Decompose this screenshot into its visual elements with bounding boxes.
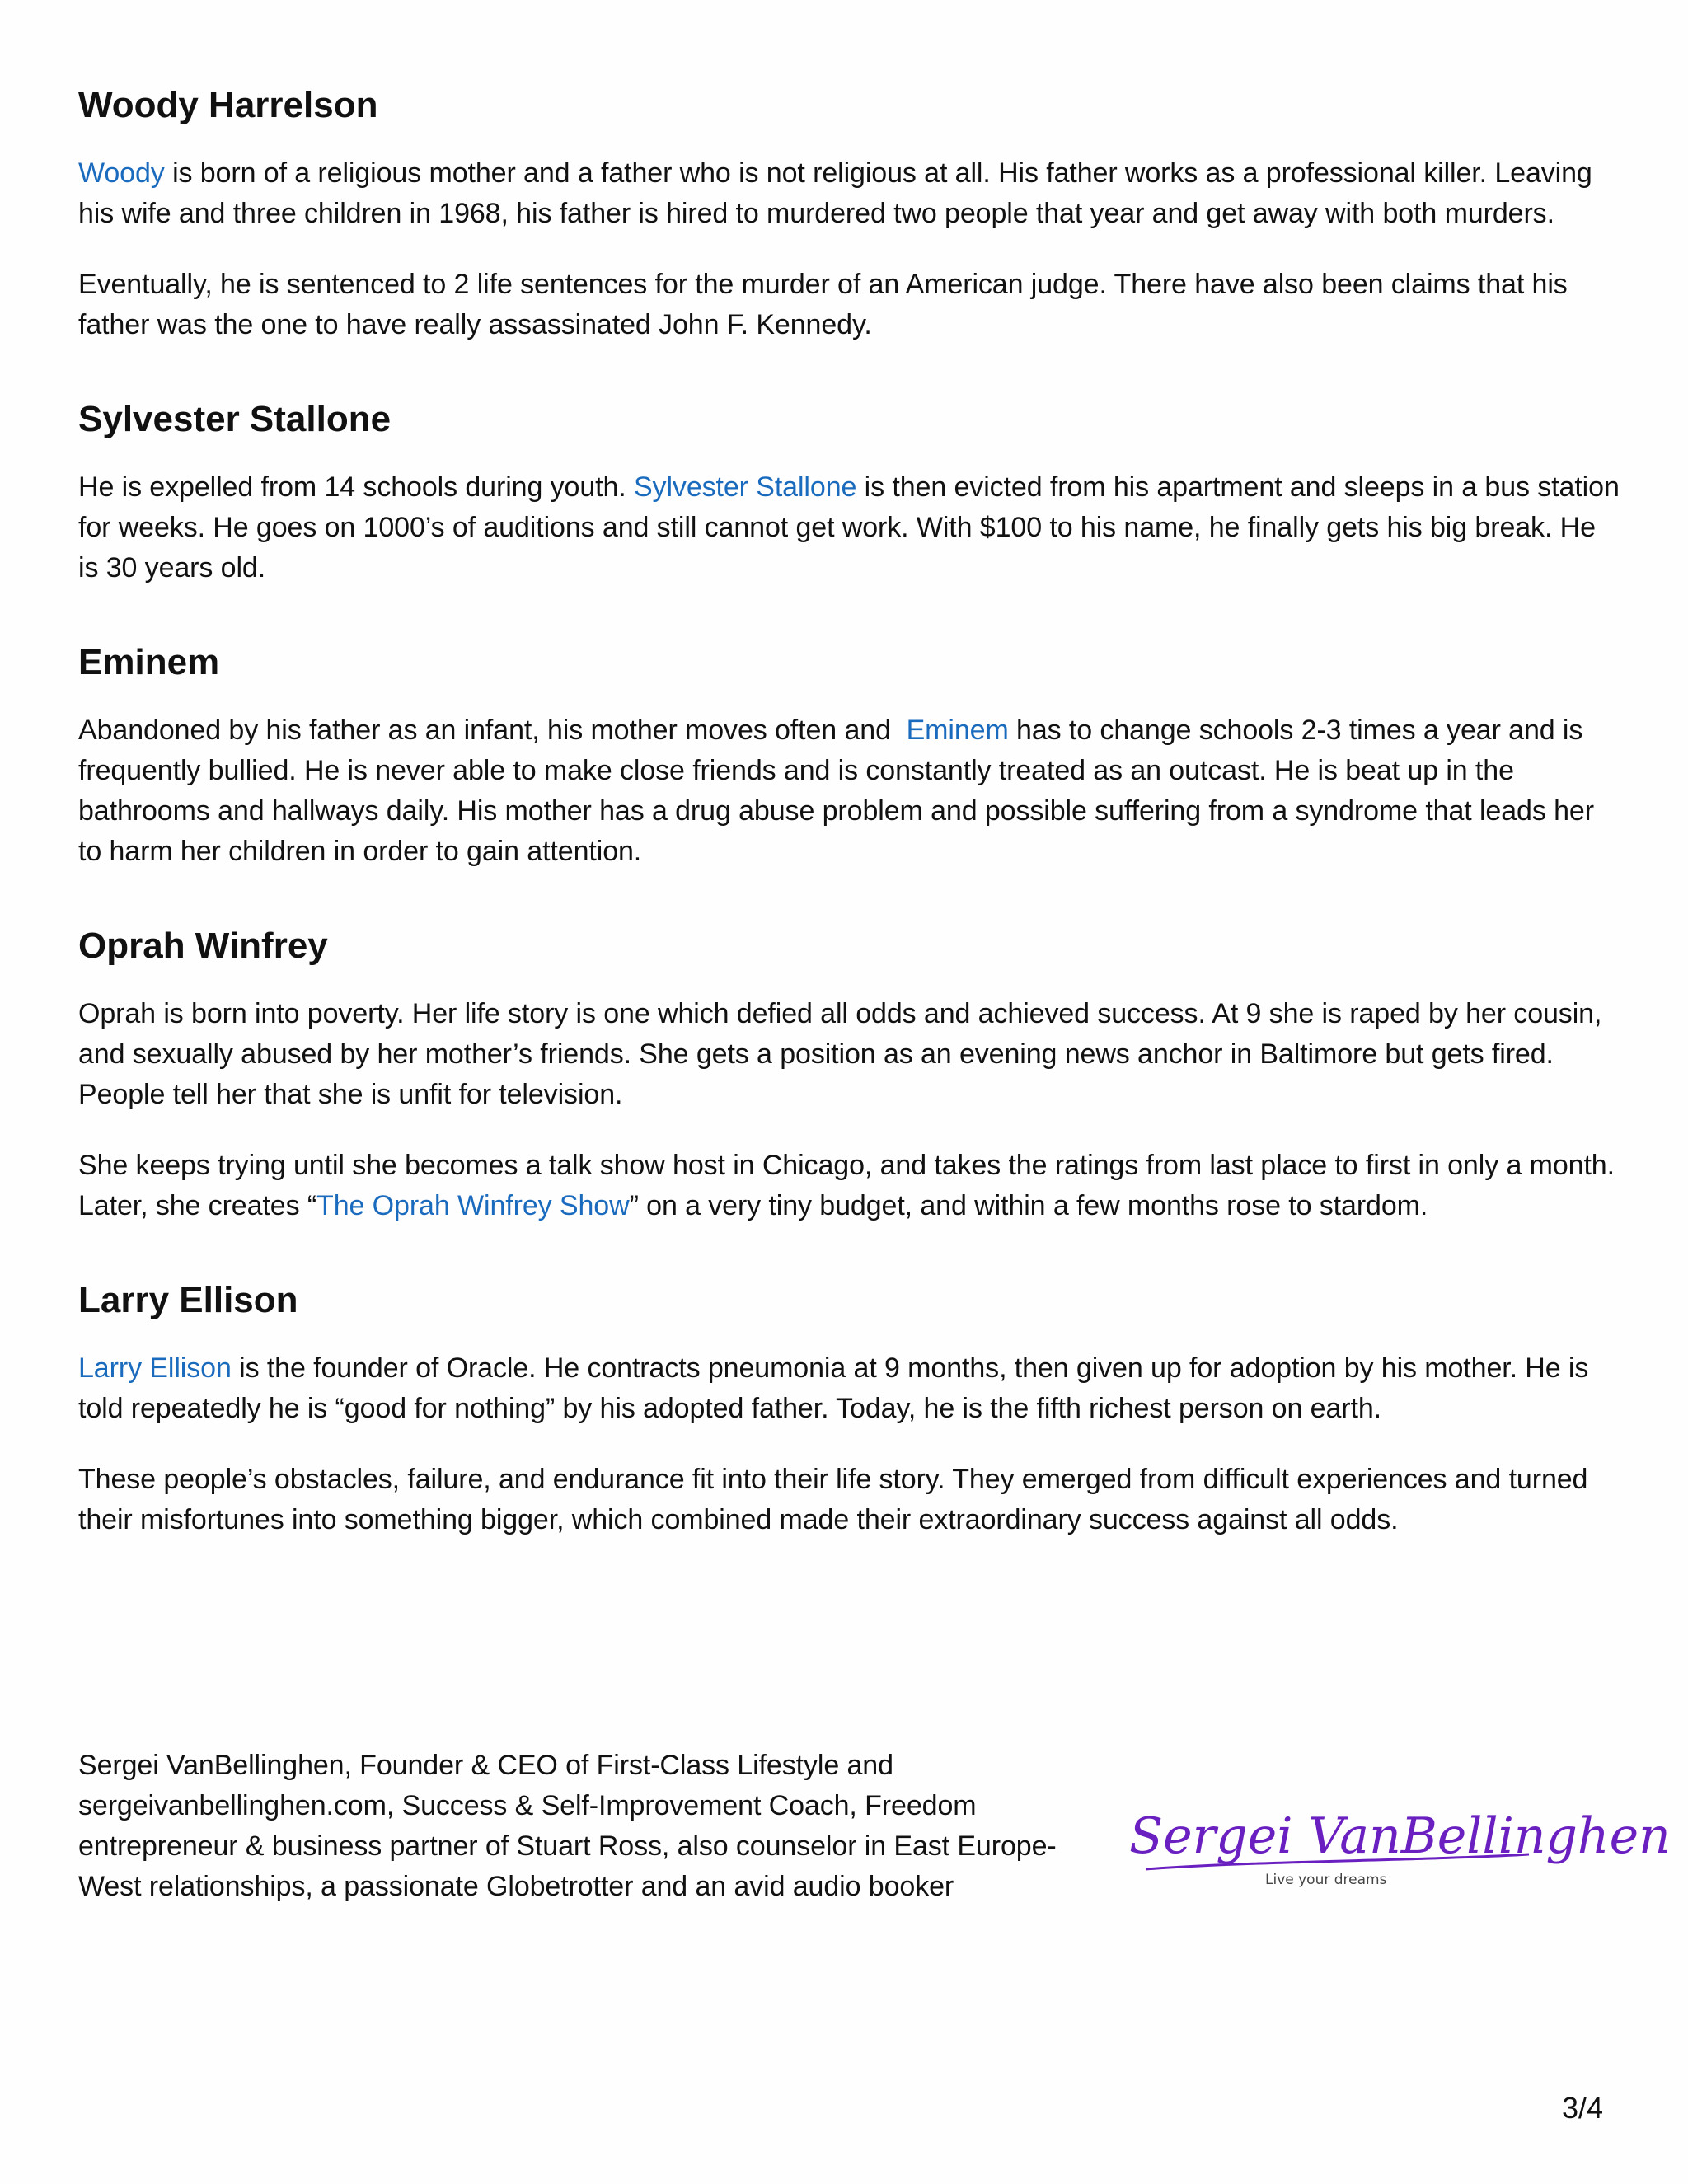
signature-logo	[1121, 1797, 1671, 1888]
author-bio: Sergei VanBellinghen, Founder & CEO of First-Class Lifestyle and sergeivanbellinghen.com, Success & Self-Improvement Coach, Freedom entrepreneur & business partner of Stuart Ross, also counselor in East Europe-West relationships, a passionate Globetrotter and an avid audio booker	[78, 1750, 1057, 1902]
section-heading: Larry Ellison	[78, 1280, 298, 1320]
signature-name: Sergei VanBellinghen	[1129, 1807, 1671, 1865]
signature-graphic	[1121, 1797, 1671, 1888]
page-number: 3/4	[1562, 2091, 1604, 2125]
section-woody-harrelson	[78, 82, 1620, 345]
section-sylvester-stallone	[78, 396, 1620, 588]
paragraph-text: is born of a religious mother and a father who is not religious at all. His father works as a professional killer. Leaving his wife and three children in 1968, his father is hired to murdered two people that year and get away with both murders.	[78, 157, 1592, 229]
woody-link[interactable]: Woody	[78, 157, 165, 189]
section-heading: Eminem	[78, 642, 220, 682]
section-paragraph: Eventually, he is sentenced to 2 life sentences for the murder of an American judge. There have also been claims that his father was the one to have really assassinated John F. Kennedy.	[78, 269, 1568, 340]
section-larry-ellison	[78, 1277, 1620, 1540]
signature-tagline: Live your dreams	[1265, 1872, 1387, 1888]
section-paragraph: Oprah is born into poverty. Her life story is one which defied all odds and achieved success. At 9 she is raped by her cousin, and sexually abused by her mother’s friends. She gets a position as an evening news anchor in Baltimore but gets fired. People tell her that she is unfit for television.	[78, 998, 1602, 1110]
section-paragraph	[78, 710, 1620, 872]
section-heading: Woody Harrelson	[78, 85, 378, 125]
paragraph-text: ” on a very tiny budget, and within a few months rose to stardom.	[629, 1190, 1428, 1221]
section-paragraph	[78, 153, 1620, 234]
eminem-link[interactable]: Eminem	[906, 715, 1009, 746]
sylvester-stallone-link[interactable]: Sylvester Stallone	[633, 471, 857, 503]
closing-paragraph: These people’s obstacles, failure, and endurance fit into their life story. They emerged from difficult experiences and turned their misfortunes into something bigger, which combined made their extraordinary success against all odds.	[78, 1464, 1588, 1535]
paragraph-text: He is expelled from 14 schools during youth.	[78, 471, 634, 503]
section-paragraph	[78, 1146, 1620, 1226]
section-eminem	[78, 640, 1620, 872]
section-heading: Oprah Winfrey	[78, 926, 328, 966]
paragraph-text: has to change schools 2-3 times a year and is frequently bullied. He is never able to make close friends and is constantly treated as an outcast. He is beat up in the bathrooms and hallways daily. His mother has a drug abuse problem and possible suffering from a syndrome that leads her to harm her children in order to gain attention.	[78, 715, 1594, 867]
section-paragraph	[78, 1348, 1620, 1429]
paragraph-text: Abandoned by his father as an infant, his mother moves often and	[78, 715, 907, 746]
larry-ellison-link[interactable]: Larry Ellison	[78, 1352, 232, 1384]
oprah-winfrey-show-link[interactable]: The Oprah Winfrey Show	[316, 1190, 630, 1221]
section-paragraph	[78, 467, 1620, 588]
paragraph-text: is then evicted from his apartment and sleeps in a bus station for weeks. He goes on 1000’s of auditions and still cannot get work. With $100 to his name, he finally gets his big break. He is 30 years old.	[78, 471, 1620, 583]
section-oprah-winfrey	[78, 923, 1620, 1226]
section-heading: Sylvester Stallone	[78, 399, 392, 439]
paragraph-text: She keeps trying until she becomes a talk show host in Chicago, and takes the ratings from last place to first in only a month. Later, she creates “	[78, 1150, 1615, 1221]
article-body	[78, 82, 1620, 1540]
paragraph-text: is the founder of Oracle. He contracts pneumonia at 9 months, then given up for adoption by his mother. He is told repeatedly he is “good for nothing” by his adopted father. Today, he is the fifth richest person on earth.	[78, 1352, 1589, 1424]
